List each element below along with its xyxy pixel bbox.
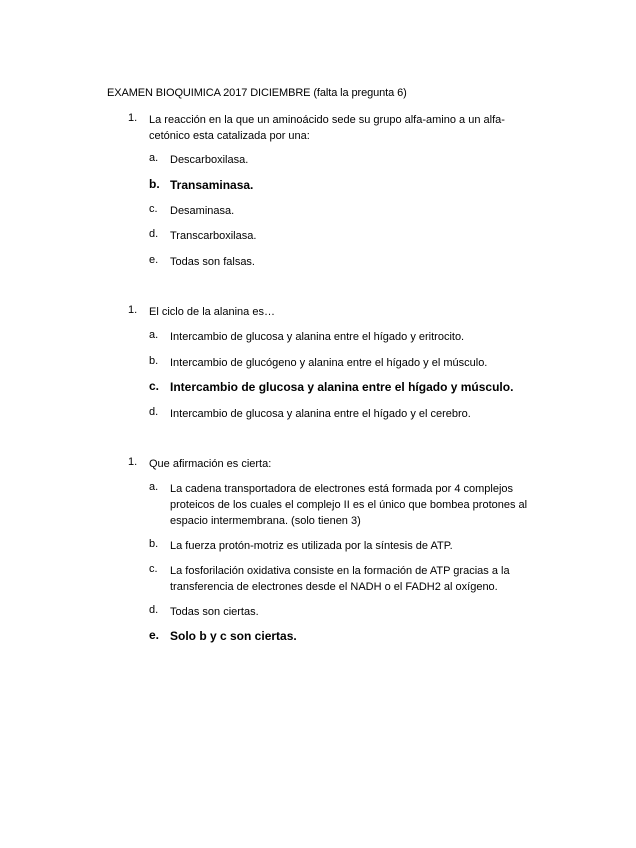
option-text: Solo b y c son ciertas. — [170, 629, 297, 643]
option-text: Intercambio de glucosa y alanina entre el hígado y eritrocito. — [170, 331, 465, 343]
option-text: Todas son ciertas. — [170, 606, 259, 618]
option-label: a. — [149, 152, 159, 164]
option-label: e. — [149, 254, 159, 266]
option-label: c. — [149, 203, 158, 215]
option-text: La fosforilación oxidativa consiste en la formación de ATP gracias a la transferencia de electrones desde el NADH o el FADH2 al oxígeno. — [170, 565, 510, 593]
option-text: Todas son falsas. — [170, 256, 255, 268]
option-label: b. — [149, 538, 159, 550]
option-label: a. — [149, 329, 159, 341]
option-label: b. — [149, 177, 160, 191]
option-text: Descarboxilasa. — [170, 154, 249, 166]
option-text: Transaminasa. — [170, 178, 254, 192]
question-text: El ciclo de la alanina es… — [149, 306, 275, 318]
option-label: d. — [149, 604, 159, 616]
option-text: La fuerza protón-motriz es utilizada por la síntesis de ATP. — [170, 540, 453, 552]
option-label: e. — [149, 628, 160, 642]
question-number: 1. — [128, 304, 138, 316]
option-text: Intercambio de glucosa y alanina entre el hígado y músculo. — [170, 380, 514, 394]
option-text: Intercambio de glucosa y alanina entre el hígado y el cerebro. — [170, 408, 471, 420]
question-text: Que afirmación es cierta: — [149, 458, 272, 470]
option-text: Transcarboxilasa. — [170, 230, 257, 242]
option-text: Intercambio de glucógeno y alanina entre el hígado y el músculo. — [170, 357, 488, 369]
option-text: Desaminasa. — [170, 205, 235, 217]
question-text: La reacción en la que un aminoácido sede su grupo alfa-amino a un alfa-cetónico esta catalizada por una: — [149, 114, 505, 142]
document-title: EXAMEN BIOQUIMICA 2017 DICIEMBRE (falta la pregunta 6) — [107, 87, 407, 99]
option-label: a. — [149, 481, 159, 493]
option-text: La cadena transportadora de electrones está formada por 4 complejos proteicos de los cuales el complejo II es el único que bombea protones al espacio intermembrana. (solo tienen 3) — [170, 483, 528, 527]
question-number: 1. — [128, 112, 138, 124]
option-label: c. — [149, 563, 158, 575]
option-label: d. — [149, 228, 159, 240]
option-label: d. — [149, 406, 159, 418]
option-label: c. — [149, 379, 160, 393]
option-label: b. — [149, 355, 159, 367]
question-number: 1. — [128, 456, 138, 468]
